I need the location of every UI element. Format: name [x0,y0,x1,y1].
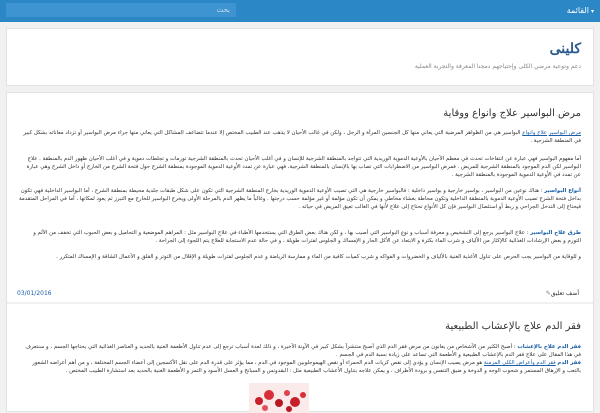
main-content [6,92,594,412]
post-paragraph: أما مفهوم البواسير فهي عبارة عن انتفاخات تحدث في معظم الأحيان بالأوعية الدموية الوريدية التي تتواجد بالمنطقة الشرجية للإنسان و في أغلب الأحيان تحدث بالمنطقة الشرجية تورمات و تجلطات دموية و في أغلب الأحيان ظهور الدم بالمنطقة . علاج البواسير لكن الدم الموجود بالمنطقة الشرجية للمريض . فمرض البواسير من الاضطرابات التي تصاب بها بالإنسان بالمنطقة الشرجية، فهي عبارة عن تمدد الأوعية الدموية الموجودة بمنطقة الشرج حول فتحة الشرج من الخارج أو داخل الشرج وهي عبارة عن تمدد في الأوعية الدموية الموجودة بالمنطقة الشرجية . [26,156,581,178]
post-paragraph: طرق علاج البواسير : علاج البواسير يرجع إلى التشخيص و معرفة أسباب و نوع البواسير التي أصيب بها ، و لكن هناك بعض الطرق التي يستخدمها الأطباء في علاج البواسير مثل : المراهم الموضعية و التحاميل و بعض الحبوب التي تخفف من الألم و التورم و بعض الإرشادات الغذائية كالإكثار من الألياف و شرب الماء بكثرة و الابتعاد عن الأكل الحار و الإمساك و الجلوس لفترات طويلة ، و في حالة عدم الاستجابة للعلاج يتم اللجوء إلى الجراحة . [33,230,581,244]
site-tagline: دعم وتوعية مرضي الكلى وإحتياجهم دمجنا المعرفة والتجربة العملية [414,63,581,70]
post-date[interactable]: 03/01/2016 [17,290,52,297]
post-link[interactable]: فقر الدم وأعراض الكلى المزمنة [483,360,556,366]
menu-button[interactable] [567,4,594,19]
site-header [6,28,594,86]
post-link[interactable]: علاج وانواع [522,130,548,136]
post-paragraph: و للوقاية من البواسير يجب الحرص على تناول الأغذية الغنية بالألياف و الخضروات و الفواكه و شرب كميات كافية من الماء و ممارسة الرياضة و عدم الجلوس لفترات طويلة و الإقلال من التوتر و القلق و الأعمال الشاقة و الإمساك المتكرر . [56,254,581,260]
post-divider [7,302,593,304]
post-title[interactable]: فقر الدم علاج بالإعشاب الطبيعية [445,321,581,332]
site-title[interactable]: كلينى [549,41,581,57]
comment-icon: ✎ [545,290,551,297]
add-comment-label: أضف تعليق [550,290,579,297]
top-navigation-bar [0,0,600,22]
add-comment-link[interactable] [544,290,579,297]
post-paragraph: فقر الدم فقر الدم وأعراض الكلى المزمنة هو مرض يصيب الإنسان و يؤدي إلى نقص كريات الدم الحمراء أو نقص الهيموجلوبين الموجود في الدم ، مما يؤثر على قدرة الدم على نقل الأكسجين إلى أعضاء الجسم المختلفة ، و من أهم أعراضه الشعور بالتعب و الإرهاق المستمر و شحوب الوجه و الدوخة و ضيق التنفس و برودة الأطراف ، و يمكن علاجه بتناول الأعشاب الطبيعية مثل : البقدونس و السبانخ و العسل الأسود و التمر و الأطعمة الغنية بالحديد بعد استشارة الطبيب المختص . [32,360,581,374]
post-featured-image[interactable] [249,383,309,413]
post-link[interactable]: مرض البواسير [548,130,581,136]
section-heading: فقر الدم علاج بالإعشاب [517,344,581,350]
post-title[interactable]: مرض البواسير علاج وانواع ووقاية [443,108,581,119]
search-input[interactable] [6,3,236,17]
section-heading: أنواع البواسير [544,188,581,194]
post-paragraph: فقر الدم علاج بالإعشاب : أصبح الكثير من الأشخاص من يعانون من مرض فقر الدم الذي أصبح منتشراً بشكل كبير في الآونة الأخيرة ، و ذلك لعدة أسباب ترجع إلى عدم تناول الأطعمة الغنية بالحديد و العناصر الغذائية التي يحتاجها الجسم ، و سنتعرف في هذا المقال على علاج فقر الدم بالإعشاب الطبيعية و الأطعمة التي تساعد على زيادة نسبة الدم في الجسم . [25,344,581,358]
section-heading: طرق علاج البواسير [530,230,581,236]
menu-label: القائمة [566,6,589,15]
post-paragraph: مرض البواسير علاج وانواع البواسير هي من الظواهر المرضية التي يعاني منها كل الجنسين المرأة و الرجل ، ولكن في غالب الأحيان لا يذهب عند الطبيب المختص إلا عندما تتضاعف المشاكل التي يعاني منها جراء مرض البواسير أو تزداد معاناته بشكل كبير في المنطقة الشرجية . [23,130,581,144]
section-heading: فقر الدم [557,360,581,366]
post-paragraph: أنواع البواسير : هناك نوعين من البواسير ، بواسير خارجية و بواسير داخلية : فالبواسير خارجية هي التي تصيب الأوعية الدموية الوريدية بخارج المنطقة الشرجية التي تكون على شكل طبقات جلدية محيطة بمنطقة الشرج ، أما البواسير الداخلية فهي تكون بداخل فتحة الشرج تصيب الأوعية الدموية بالمنطقة الداخلية وتكون محاطة بغشاء مخاطي و يمكن أن تكون مؤلمة أو غير مؤلمة حسب درجتها . وغالباً ما يظهر الدم بالمرحلة الأولى ويخرج البواسير للخارج مع التبرز ثم يعود لمكانها ، أما في المراحل المتقدمة فيحتاج إلى التدخل الجراحي و ربط أو استئصال البواسير فإن كل الأنواع تحتاج إلى علاج لأنها في الغالب تعيق المريض في حياته . [19,188,581,210]
chevron-down-icon: ▾ [590,8,594,15]
